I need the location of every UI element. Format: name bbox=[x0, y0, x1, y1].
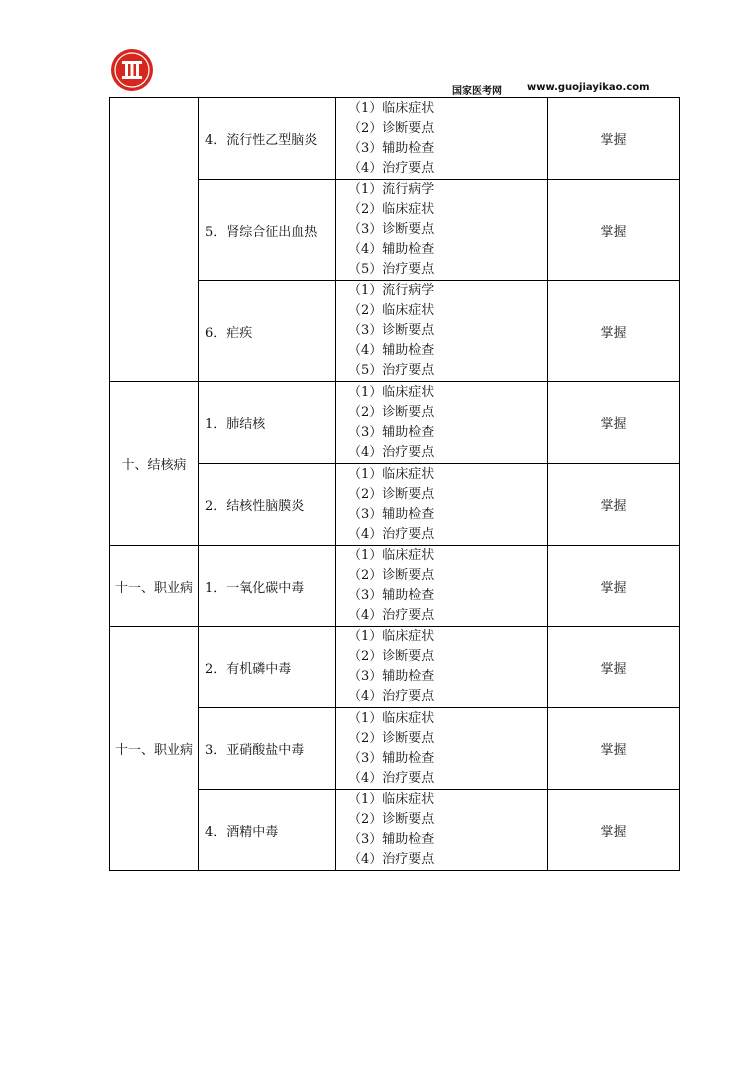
requirement-item: （1）临床症状 bbox=[348, 548, 435, 563]
requirements-cell bbox=[336, 382, 548, 464]
requirement-item: （3）诊断要点 bbox=[348, 323, 435, 338]
requirement-item: （4）治疗要点 bbox=[348, 689, 435, 704]
requirements-cell bbox=[336, 281, 548, 382]
level-cell: 掌握 bbox=[548, 180, 680, 281]
topic-cell: 3．亚硝酸盐中毒 bbox=[199, 708, 336, 790]
requirement-item: （2）临床症状 bbox=[348, 202, 435, 217]
site-url[interactable]: www.guojiayikao.com bbox=[527, 82, 650, 93]
requirement-item: （3）辅助检查 bbox=[348, 832, 435, 847]
requirement-item: （4）治疗要点 bbox=[348, 852, 435, 867]
requirement-item: （2）诊断要点 bbox=[348, 404, 435, 420]
requirement-item: （3）辅助检查 bbox=[348, 588, 435, 603]
requirement-item: （5）治疗要点 bbox=[348, 363, 435, 378]
topic-cell: 6．疟疾 bbox=[199, 281, 336, 382]
requirement-item: （4）辅助检查 bbox=[348, 343, 435, 358]
level-cell: 掌握 bbox=[548, 790, 680, 871]
syllabus-table bbox=[109, 97, 680, 871]
level-cell: 掌握 bbox=[548, 382, 680, 464]
topic-cell: 2．结核性脑膜炎 bbox=[199, 464, 336, 546]
requirement-item: （3）辅助检查 bbox=[348, 506, 435, 522]
requirement-item: （1）临床症状 bbox=[348, 792, 435, 807]
table-row bbox=[110, 546, 680, 627]
topic-cell: 1．肺结核 bbox=[199, 382, 336, 464]
category-cell: 十、结核病 bbox=[110, 382, 199, 546]
requirement-item: （2）诊断要点 bbox=[348, 730, 435, 746]
table-row bbox=[110, 98, 680, 180]
requirement-item: （3）辅助检查 bbox=[348, 424, 435, 440]
requirement-item: （1）流行病学 bbox=[348, 283, 435, 298]
topic-cell: 2．有机磷中毒 bbox=[199, 627, 336, 708]
level-cell: 掌握 bbox=[548, 546, 680, 627]
requirement-item: （4）治疗要点 bbox=[348, 444, 435, 460]
requirement-item: （4）治疗要点 bbox=[348, 770, 435, 786]
level-cell: 掌握 bbox=[548, 627, 680, 708]
table-row bbox=[110, 382, 680, 464]
requirements-cell bbox=[336, 464, 548, 546]
requirement-item: （3）诊断要点 bbox=[348, 222, 435, 237]
requirement-item: （5）治疗要点 bbox=[348, 262, 435, 277]
requirement-item: （2）诊断要点 bbox=[348, 812, 435, 827]
requirement-item: （2）诊断要点 bbox=[348, 649, 435, 664]
requirement-item: （1）临床症状 bbox=[348, 466, 435, 482]
requirement-item: （3）辅助检查 bbox=[348, 669, 435, 684]
requirement-item: （2）临床症状 bbox=[348, 303, 435, 318]
requirement-item: （3）辅助检查 bbox=[348, 750, 435, 766]
requirement-item: （1）流行病学 bbox=[348, 182, 435, 197]
requirements-cell bbox=[336, 98, 548, 180]
level-cell: 掌握 bbox=[548, 708, 680, 790]
level-cell: 掌握 bbox=[548, 98, 680, 180]
requirement-item: （2）诊断要点 bbox=[348, 120, 435, 136]
requirements-cell bbox=[336, 790, 548, 871]
category-cell: 十一、职业病 bbox=[110, 546, 199, 627]
requirement-item: （4）治疗要点 bbox=[348, 160, 435, 176]
level-cell: 掌握 bbox=[548, 281, 680, 382]
requirement-item: （1）临床症状 bbox=[348, 710, 435, 726]
topic-cell: 1．一氧化碳中毒 bbox=[199, 546, 336, 627]
topic-cell: 4．酒精中毒 bbox=[199, 790, 336, 871]
topic-cell: 4．流行性乙型脑炎 bbox=[199, 98, 336, 180]
requirements-cell bbox=[336, 180, 548, 281]
requirement-item: （1）临床症状 bbox=[348, 384, 435, 400]
category-cell: 十一、职业病 bbox=[110, 627, 199, 871]
requirement-item: （2）诊断要点 bbox=[348, 486, 435, 502]
requirement-item: （2）诊断要点 bbox=[348, 568, 435, 583]
requirement-item: （1）临床症状 bbox=[348, 100, 435, 116]
requirement-item: （1）临床症状 bbox=[348, 629, 435, 644]
level-cell: 掌握 bbox=[548, 464, 680, 546]
site-logo bbox=[110, 48, 154, 92]
requirement-item: （3）辅助检查 bbox=[348, 140, 435, 156]
requirements-cell bbox=[336, 627, 548, 708]
site-name: 国家医考网 bbox=[452, 86, 502, 97]
requirements-cell bbox=[336, 708, 548, 790]
requirements-cell bbox=[336, 546, 548, 627]
table-row bbox=[110, 627, 680, 708]
category-cell bbox=[110, 98, 199, 382]
topic-cell: 5．肾综合征出血热 bbox=[199, 180, 336, 281]
requirement-item: （4）辅助检查 bbox=[348, 242, 435, 257]
requirement-item: （4）治疗要点 bbox=[348, 608, 435, 623]
requirement-item: （4）治疗要点 bbox=[348, 526, 435, 542]
